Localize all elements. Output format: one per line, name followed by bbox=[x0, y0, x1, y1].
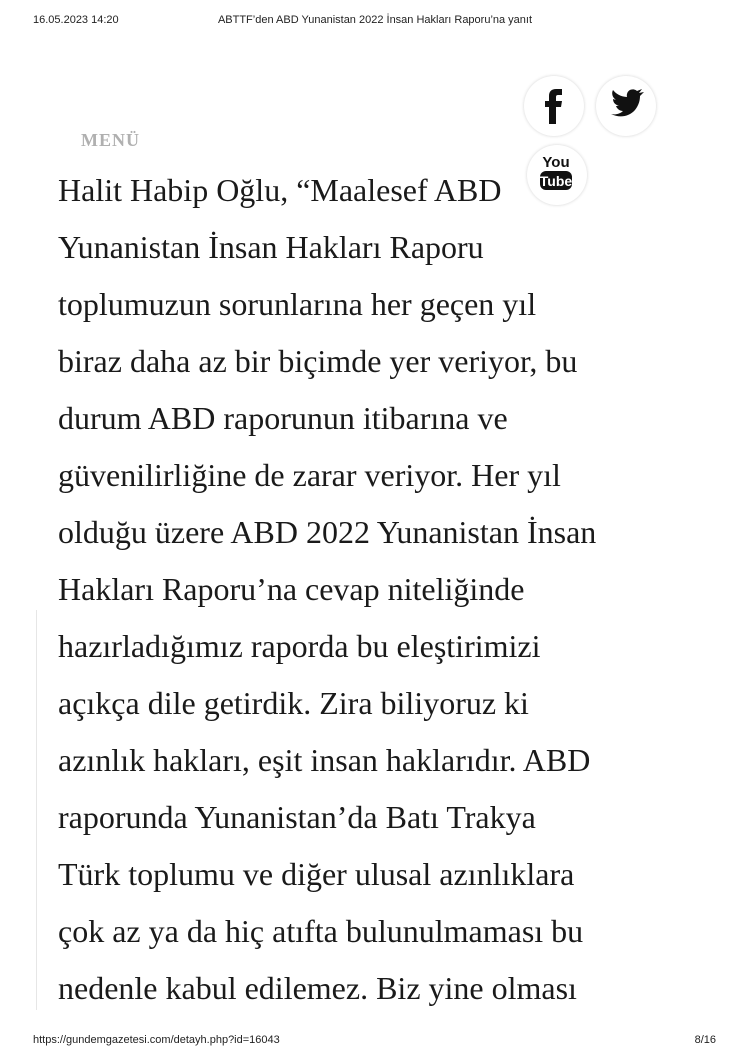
article-line: açıkça dile getirdik. Zira biliyoruz ki bbox=[58, 685, 529, 721]
youtube-text-top: You bbox=[542, 154, 570, 171]
twitter-icon bbox=[596, 76, 656, 136]
twitter-button[interactable] bbox=[596, 76, 656, 136]
menu-button[interactable]: MENÜ bbox=[81, 130, 140, 150]
facebook-icon bbox=[524, 76, 584, 136]
print-date: 16.05.2023 14:20 bbox=[33, 14, 119, 26]
article-line: Hakları Raporu’na cevap niteliğinde bbox=[58, 571, 525, 607]
article-line: nedenle kabul edilemez. Biz yine olması bbox=[58, 970, 577, 1006]
article-line: Yunanistan İnsan Hakları Raporu bbox=[58, 229, 484, 265]
print-url[interactable]: https://gundemgazetesi.com/detayh.php?id=16043 bbox=[33, 1034, 280, 1046]
article-line: güvenilirliğine de zarar veriyor. Her yıl bbox=[58, 457, 561, 493]
youtube-icon bbox=[527, 145, 587, 205]
article-line: toplumuzun sorunlarına her geçen yıl bbox=[58, 286, 537, 322]
print-header bbox=[0, 14, 750, 30]
article-line: olduğu üzere ABD 2022 Yunanistan İnsan bbox=[58, 514, 597, 550]
article-line: çok az ya da hiç atıfta bulunulmaması bu bbox=[58, 913, 584, 949]
article-body bbox=[58, 162, 718, 1012]
youtube-button[interactable] bbox=[527, 145, 587, 205]
print-footer bbox=[0, 1034, 750, 1050]
article-line: raporunda Yunanistan’da Batı Trakya bbox=[58, 799, 536, 835]
article-line: Halit Habip Oğlu, “Maalesef ABD bbox=[58, 172, 502, 208]
print-page-title: ABTTF’den ABD Yunanistan 2022 İnsan Hakları Raporu’na yanıt bbox=[217, 14, 533, 26]
article-line: biraz daha az bir biçimde yer veriyor, bu bbox=[58, 343, 578, 379]
article-line: durum ABD raporunun itibarına ve bbox=[58, 400, 508, 436]
article-line: azınlık hakları, eşit insan haklarıdır. ABD bbox=[58, 742, 591, 778]
article-line: hazırladığımız raporda bu eleştirimizi bbox=[58, 628, 541, 664]
page-number: 8/16 bbox=[694, 1034, 716, 1046]
youtube-text-bottom: Tube bbox=[539, 173, 573, 189]
content-divider bbox=[36, 610, 37, 1010]
facebook-button[interactable] bbox=[524, 76, 584, 136]
article-line: Türk toplumu ve diğer ulusal azınlıklara bbox=[58, 856, 575, 892]
